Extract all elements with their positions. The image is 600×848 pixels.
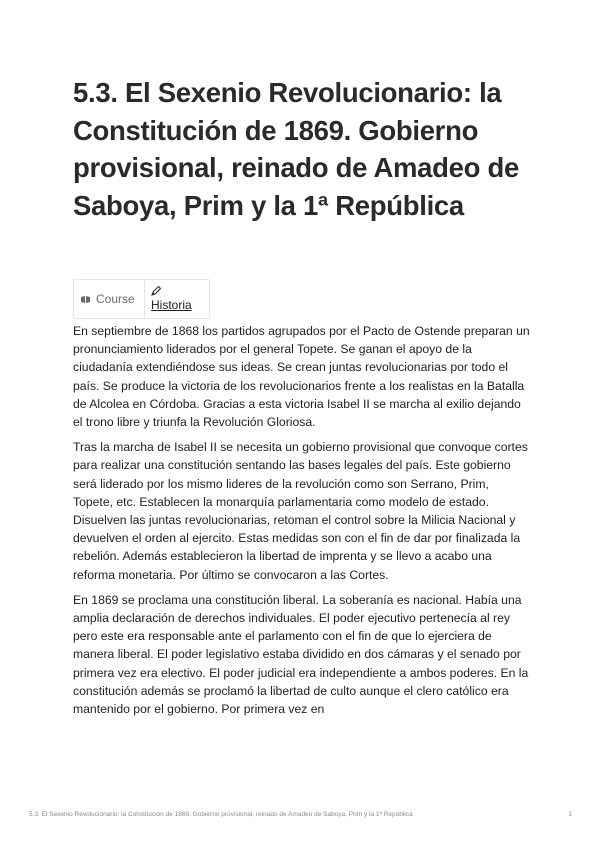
paragraph: Tras la marcha de Isabel II se necesita un gobierno provisional que convoque cortes para realizar una constitución sentando las bases legales del país. Este gobierno será liderado por los mismo lideres de la revolución como son Serrano, Prim, Topete, etc. Establecen la monarquía parlamentaria como modelo de estado. Disuelven las juntas revolucionarias, retoman el control sobre la Milicia Nacional y devuelven el orden al ejercito. Estas medidas son con el fin de dar por finalizada la rebelión. Además establecieron la libertad de imprenta y se llevo a acabo una reforma monetaria. Por último se convocaron a las Cortes. <box>73 440 528 582</box>
document-body <box>73 322 530 725</box>
paragraph: En 1869 se proclama una constitución liberal. La soberanía es nacional. Había una amplia declaración de derechos individuales. El poder ejecutivo pertenecía al rey pero este era responsable ante el parlamento con el fin de que lo ejerciera de manera liberal. El poder legislativo estaba dividido en dos cámaras y el senado por primera vez era electivo. El poder judicial era independiente a ambos poderes. En la constitución además se proclamó la libertad de culto aunque el clero católico era mantenido por el gobierno. Por primera vez en <box>73 592 529 717</box>
page-title: 5.3. El Sexenio Revolucionario: la Constitución de 1869. Gobierno provisional, reinado de Amadeo de Saboya, Prim y la 1ª República <box>73 77 519 221</box>
paragraph: En septiembre de 1868 los partidos agrupados por el Pacto de Ostende preparan un pronunciamiento liderados por el general Topete. Se ganan el apoyo de la ciudadanía extendiéndose sus ideas. Se crean juntas revolucionarias por todo el país. Se produce la victoria de los revolucionarios frente a los realistas en la Batalla de Alcolea en Córdoba. Gracias a esta victoria Isabel II se marcha al exilio dejando el trono libre y triunfa la Revolución Gloriosa. <box>73 324 530 430</box>
footer-running-title: 5.3. El Sexenio Revolucionario: la Constitución de 1869. Gobierno provisional, reinado de Amadeo de Saboya, Prim y la 1ª República <box>29 811 413 818</box>
book-icon <box>81 296 90 303</box>
page-properties <box>73 279 210 319</box>
course-label: Course <box>96 292 135 306</box>
pencil-icon <box>151 286 161 296</box>
subject-property[interactable] <box>145 280 209 318</box>
course-property[interactable] <box>74 280 145 318</box>
subject-link[interactable]: Historia <box>151 298 192 312</box>
page-number: 1 <box>568 811 572 818</box>
